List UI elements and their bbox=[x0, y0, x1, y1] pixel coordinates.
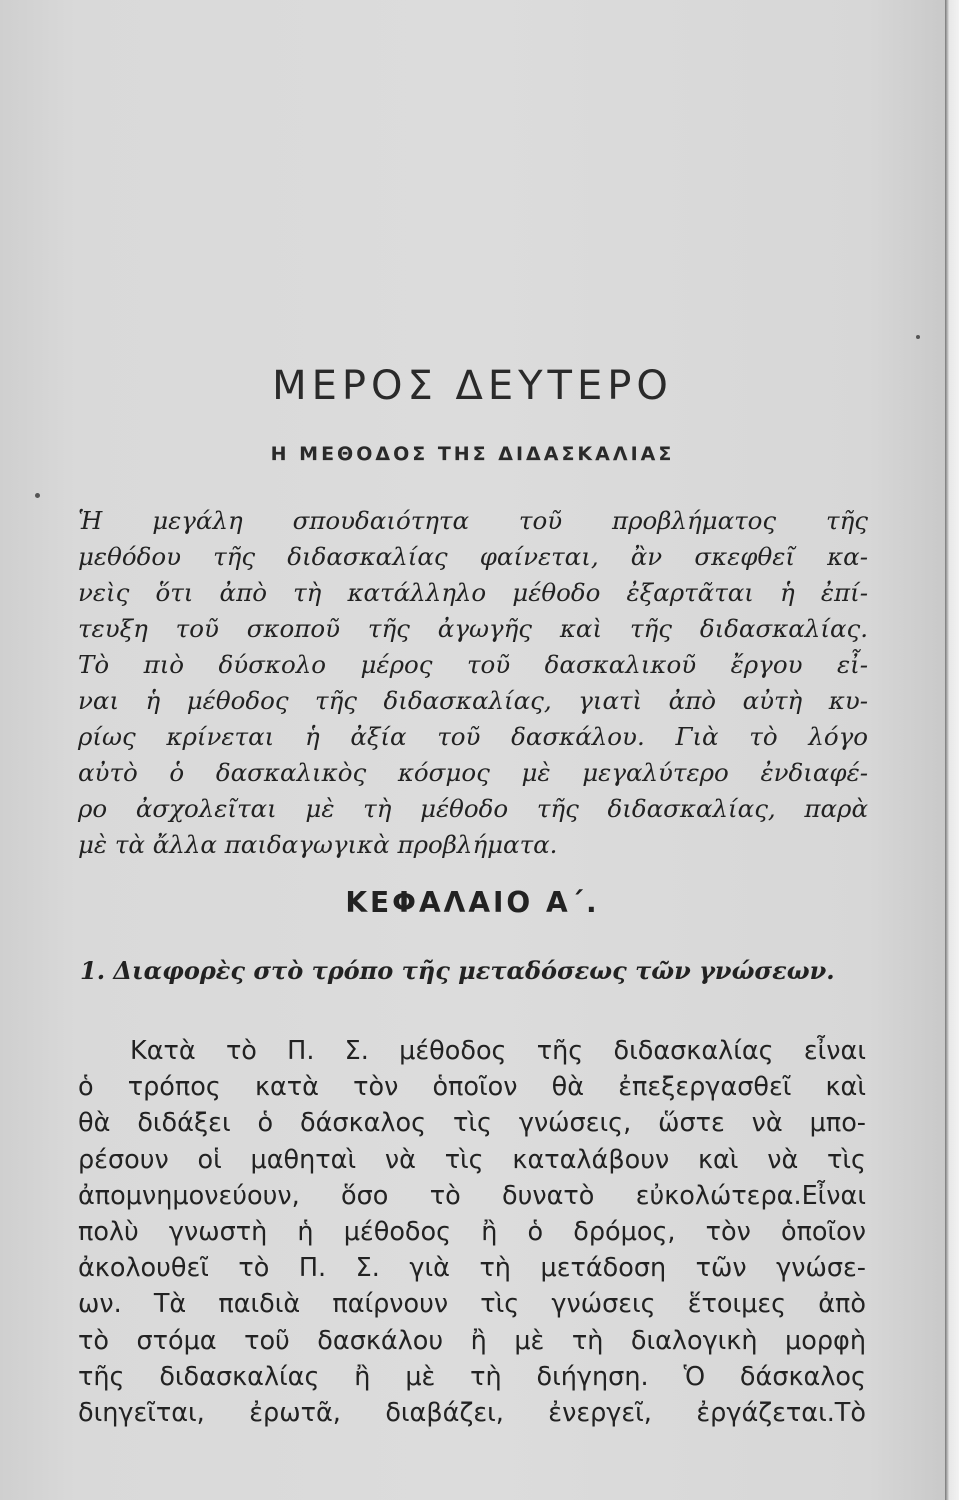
section-title: 1. Διαφορὲς στὸ τρόπο τῆς μεταδόσεως τῶν γνώσεων. bbox=[80, 956, 835, 985]
intro-line: μὲ τὰ ἄλλα παιδαγωγικὰ προβλήματα. bbox=[78, 830, 558, 859]
intro-line: ρο ἀσχολεῖται μὲ τὴ μέθοδο τῆς διδασκαλίας, παρὰ bbox=[78, 794, 868, 823]
body-paragraph bbox=[78, 1033, 866, 1431]
body-line: Κατὰ τὸ Π. Σ. μέθοδος τῆς διδασκαλίας εἶναι bbox=[130, 1036, 866, 1066]
intro-line: ρίως κρίνεται ἡ ἀξία τοῦ δασκάλου. Γιὰ τὸ λόγο bbox=[78, 722, 868, 751]
ink-speck bbox=[916, 335, 920, 339]
body-line: ων. Τὰ παιδιὰ παίρνουν τὶς γνώσεις ἕτοιμες ἀπὸ bbox=[78, 1289, 866, 1320]
intro-line: Τὸ πιὸ δύσκολο μέρος τοῦ δασκαλικοῦ ἔργου εἶ- bbox=[78, 650, 868, 679]
page-binding-edge bbox=[945, 0, 959, 1500]
intro-line: ναι ἡ μέθοδος τῆς διδασκαλίας, γιατὶ ἀπὸ αὐτὴ κυ- bbox=[78, 686, 868, 715]
body-line: πολὺ γνωστὴ ἡ μέθοδος ἢ ὁ δρόμος, τὸν ὁποῖον bbox=[78, 1217, 866, 1248]
part-subtitle: Η ΜΕΘΟΔΟΣ ΤΗΣ ΔΙΔΑΣΚΑΛΙΑΣ bbox=[270, 443, 675, 465]
chapter-title: ΚΕΦΑΛΑΙΟ Α΄. bbox=[345, 886, 600, 919]
body-line: τὸ στόμα τοῦ δασκάλου ἢ μὲ τὴ διαλογικὴ μορφὴ bbox=[78, 1325, 866, 1356]
body-line: διηγεῖται, ἐρωτᾶ, διαβάζει, ἐνεργεῖ, ἐργάζεται.Τὸ bbox=[78, 1398, 866, 1429]
body-line: θὰ διδάξει ὁ δάσκαλος τὶς γνώσεις, ὥστε νὰ μπο- bbox=[78, 1108, 866, 1139]
part-title: ΜΕΡΟΣ ΔΕΥΤΕΡΟ bbox=[272, 363, 673, 409]
body-line: ὁ τρόπος κατὰ τὸν ὁποῖον θὰ ἐπεξεργασθεῖ καὶ bbox=[78, 1072, 866, 1103]
intro-line: αὐτὸ ὁ δασκαλικὸς κόσμος μὲ μεγαλύτερο ἐνδιαφέ- bbox=[78, 758, 868, 787]
ink-speck bbox=[35, 493, 40, 498]
intro-line: Ἡ μεγάλη σπουδαιότητα τοῦ προβλήματος τῆς bbox=[78, 506, 868, 535]
body-line: ἀπομνημονεύουν, ὅσο τὸ δυνατὸ εὐκολώτερα.Εἶναι bbox=[78, 1180, 866, 1211]
body-line: ρέσουν οἱ μαθηταὶ νὰ τὶς καταλάβουν καὶ νὰ τὶς bbox=[78, 1144, 866, 1175]
body-line: τῆς διδασκαλίας ἢ μὲ τὴ διήγηση. Ὁ δάσκαλος bbox=[78, 1361, 866, 1392]
intro-line: νεὶς ὅτι ἀπὸ τὴ κατάλληλο μέθοδο ἐξαρτᾶται ἡ ἐπί- bbox=[78, 578, 868, 607]
intro-paragraph bbox=[78, 503, 868, 863]
body-line: ἀκολουθεῖ τὸ Π. Σ. γιὰ τὴ μετάδοση τῶν γνώσε- bbox=[78, 1253, 866, 1284]
intro-line: τευξη τοῦ σκοποῦ τῆς ἀγωγῆς καὶ τῆς διδασκαλίας. bbox=[78, 614, 868, 643]
intro-line: μεθόδου τῆς διδασκαλίας φαίνεται, ἂν σκεφθεῖ κα- bbox=[78, 542, 868, 571]
